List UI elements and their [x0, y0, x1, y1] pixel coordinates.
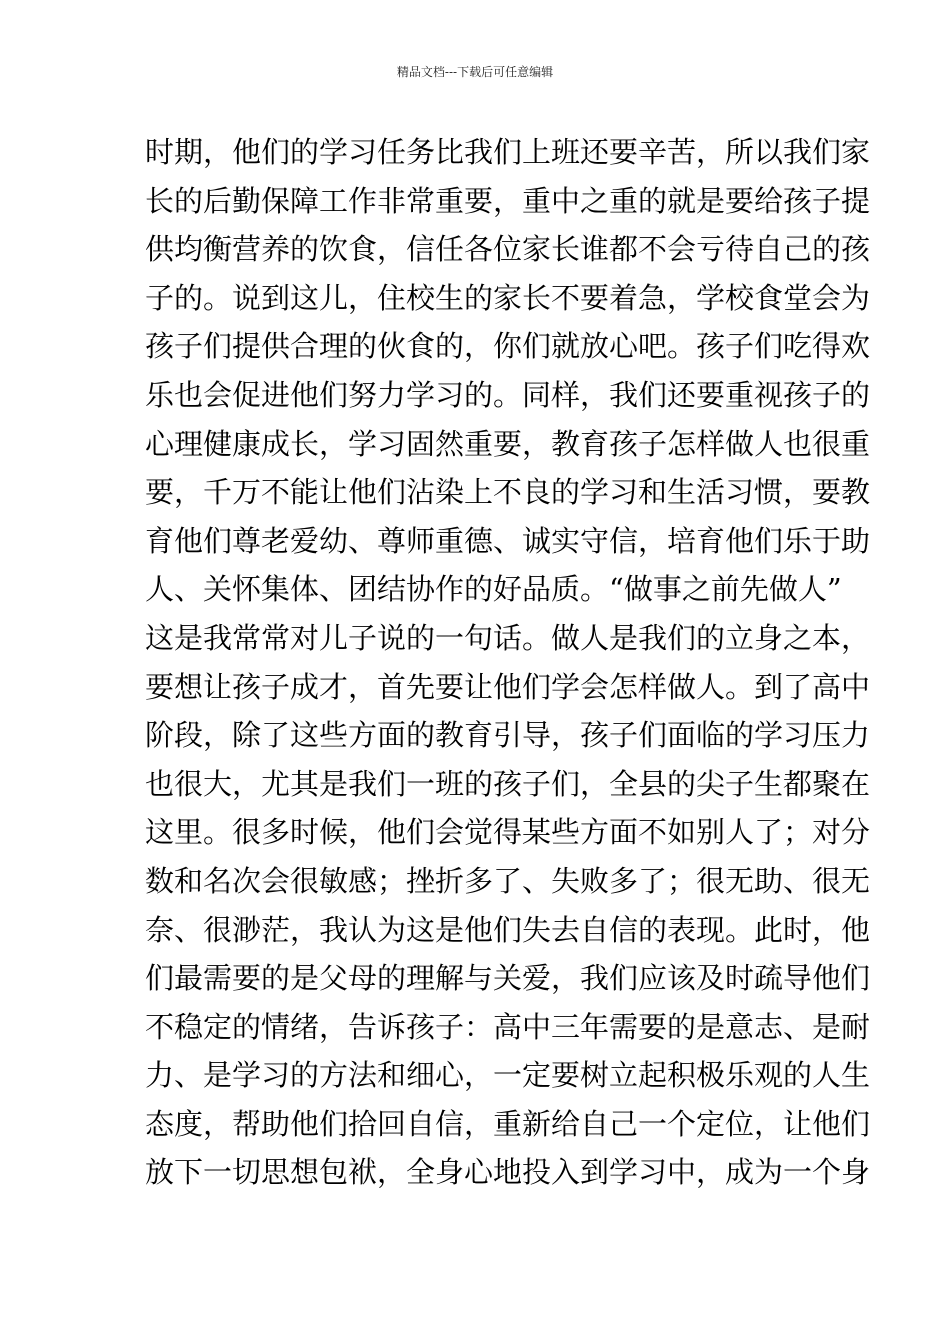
text-line: 这里。很多时候，他们会觉得某些方面不如别人了；对分	[145, 815, 871, 850]
text-line: 也很大，尤其是我们一班的孩子们，全县的尖子生都聚在	[145, 766, 871, 801]
text-line: 心理健康成长，学习固然重要，教育孩子怎样做人也很重	[145, 426, 871, 461]
text-line: 长的后勤保障工作非常重要，重中之重的就是要给孩子提	[145, 183, 871, 218]
text-line: 要想让孩子成才，首先要让他们学会怎样做人。到了高中	[145, 669, 871, 704]
text-line: 时期，他们的学习任务比我们上班还要辛苦，所以我们家	[145, 135, 871, 169]
text-line: 放下一切思想包袱，全身心地投入到学习中，成为一个身	[145, 1155, 871, 1190]
text-line: 乐也会促进他们努力学习的。同样，我们还要重视孩子的	[145, 377, 871, 412]
text-line: 数和名次会很敏感；挫折多了、失败多了；很无助、很无	[145, 863, 871, 898]
text-line: 这是我常常对儿子说的一句话。做人是我们的立身之本，	[145, 620, 871, 655]
text-line: 要，千万不能让他们沾染上不良的学习和生活习惯，要教	[145, 475, 871, 510]
text-line: 态度，帮助他们拾回自信，重新给自己一个定位，让他们	[145, 1106, 871, 1141]
text-line: 力、是学习的方法和细心，一定要树立起积极乐观的人生	[145, 1058, 871, 1093]
text-line: 人、关怀集体、团结协作的好品质。“做事之前先做人”	[145, 572, 842, 607]
text-line: 孩子们提供合理的伙食的，你们就放心吧。孩子们吃得欢	[145, 329, 871, 364]
text-line: 子的。说到这儿，住校生的家长不要着急，学校食堂会为	[145, 280, 871, 315]
text-line: 们最需要的是父母的理解与关爱，我们应该及时疏导他们	[145, 961, 871, 996]
text-line: 不稳定的情绪，告诉孩子：高中三年需要的是意志、是耐	[145, 1009, 871, 1044]
text-line: 供均衡营养的饮食，信任各位家长谁都不会亏待自己的孩	[145, 232, 871, 267]
page-header: 精品文档---下载后可任意编辑	[396, 65, 554, 79]
text-line: 阶段，除了这些方面的教育引导，孩子们面临的学习压力	[145, 718, 871, 753]
body-paragraph	[145, 128, 871, 1197]
text-line: 育他们尊老爱幼、尊师重德、诚实守信，培育他们乐于助	[145, 523, 871, 558]
text-line: 奈、很渺茫，我认为这是他们失去自信的表现。此时，他	[145, 912, 871, 947]
